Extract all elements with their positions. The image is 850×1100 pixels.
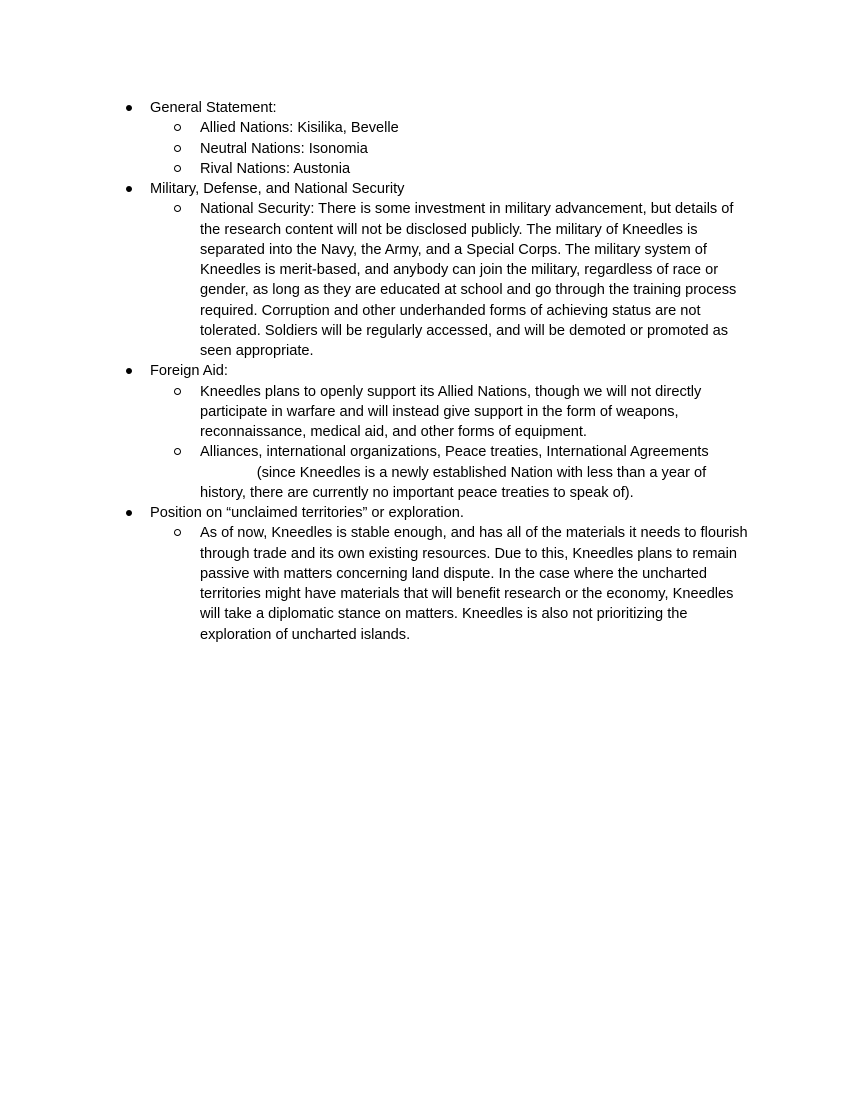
filled-bullet-icon bbox=[126, 105, 132, 111]
sub-item-text: Allied Nations: Kisilika, Bevelle bbox=[200, 120, 399, 137]
sub-item-text: Neutral Nations: Isonomia bbox=[200, 140, 368, 157]
filled-bullet-icon bbox=[126, 186, 132, 192]
filled-bullet-icon bbox=[126, 510, 132, 516]
hollow-bullet-icon bbox=[174, 205, 181, 212]
sub-item bbox=[0, 523, 752, 645]
section-military-defense bbox=[0, 179, 850, 361]
sub-item-text: Kneedles plans to openly support its Allied Nations, though we will not directly participate in warfare and will instead give support in the form of weapons, reconnaissance, medical aid, and other forms of equipment. bbox=[200, 383, 702, 440]
filled-bullet-icon bbox=[126, 368, 132, 374]
hollow-bullet-icon bbox=[174, 388, 181, 395]
sub-item-text: Rival Nations: Austonia bbox=[200, 160, 351, 177]
section-heading-row bbox=[0, 361, 850, 381]
section-heading: Foreign Aid: bbox=[150, 363, 228, 380]
section-heading-row bbox=[0, 179, 850, 199]
sub-item bbox=[0, 139, 752, 159]
sub-item bbox=[0, 382, 752, 443]
sub-item-text: As of now, Kneedles is stable enough, and has all of the materials it needs to flourish through trade and its own existing resources. Due to this, Kneedles plans to remain passive with matters concerning land dispute. In the case where the uncharted territories might have materials that will benefit research or the economy, Kneedles will take a diplomatic stance on matters. Kneedles is also not prioritizing the exploration of uncharted islands. bbox=[200, 525, 748, 643]
sub-item bbox=[0, 159, 752, 179]
sub-item bbox=[0, 118, 752, 138]
hollow-bullet-icon bbox=[174, 529, 181, 536]
sub-item-text: National Security: There is some investment in military advancement, but details of the research content will not be disclosed publicly. The military of Kneedles is separated into the Navy, the Army, and a Special Corps. The military system of Kneedles is merit-based, and anybody can join the military, regardless of race or gender, as long as they are educated at school and go through the training process required. Corruption and other underhanded forms of achieving status are not tolerated. Soldiers will be regularly accessed, and will be demoted or promoted as seen appropriate. bbox=[200, 201, 737, 359]
section-heading-row bbox=[0, 98, 850, 118]
section-general-statement bbox=[0, 98, 850, 179]
section-foreign-aid bbox=[0, 361, 850, 503]
bullet-outline bbox=[0, 98, 850, 645]
hollow-bullet-icon bbox=[174, 448, 181, 455]
section-heading-row bbox=[0, 503, 850, 523]
sub-item bbox=[0, 199, 752, 361]
sub-item bbox=[0, 442, 752, 503]
hollow-bullet-icon bbox=[174, 145, 181, 152]
sub-item-text: Alliances, international organizations, Peace treaties, International Agreements (since Kneedles is a newly established Nation with less than a year of history, there are currently no important peace treaties to speak of). bbox=[200, 444, 709, 501]
section-unclaimed-territories bbox=[0, 503, 850, 645]
hollow-bullet-icon bbox=[174, 165, 181, 172]
section-heading: Military, Defense, and National Security bbox=[150, 181, 405, 197]
section-heading: Position on “unclaimed territories” or exploration. bbox=[150, 505, 464, 521]
section-heading: General Statement: bbox=[150, 100, 277, 116]
hollow-bullet-icon bbox=[174, 124, 181, 131]
